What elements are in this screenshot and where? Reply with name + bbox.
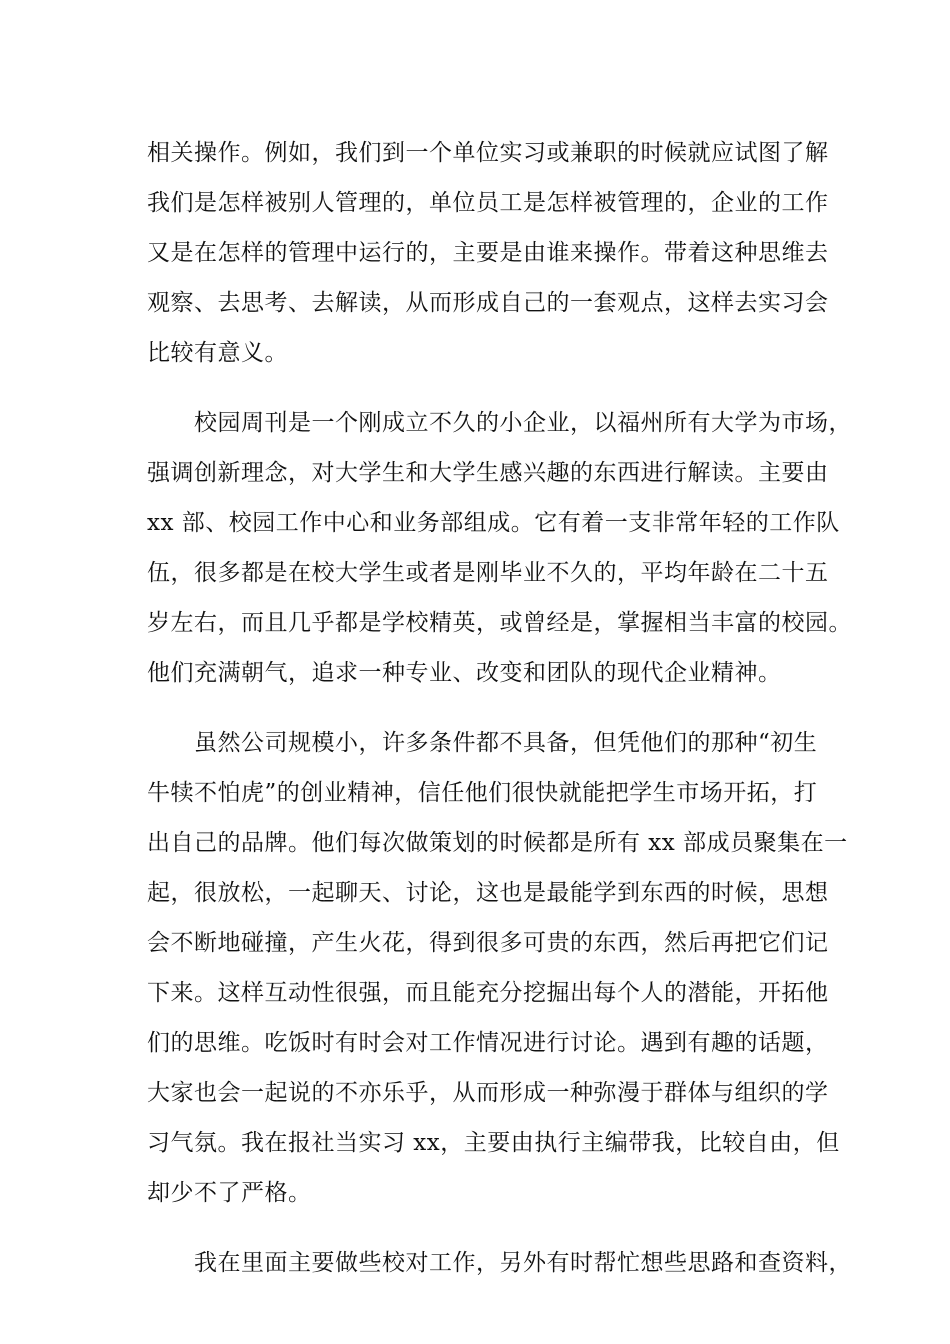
- text-line: 我们是怎样被别人管理的，单位员工是怎样被管理的，企业的工作: [147, 190, 829, 216]
- text-line: 比较有意义。: [147, 340, 288, 366]
- paragraph-4: [147, 1238, 852, 1288]
- text-line: 他们充满朝气，追求一种专业、改变和团队的现代企业精神。: [147, 660, 782, 686]
- text-line: 我在里面主要做些校对工作，另外有时帮忙想些思路和查资料，: [147, 1250, 852, 1276]
- text-line: 起，很放松，一起聊天、讨论，这也是最能学到东西的时候，思想: [147, 880, 829, 906]
- text-line: 大家也会一起说的不亦乐乎，从而形成一种弥漫于群体与组织的学: [147, 1080, 829, 1106]
- text-line: 岁左右，而且几乎都是学校精英，或曾经是，掌握相当丰富的校园。: [147, 610, 852, 636]
- text-line: xx 部、校园工作中心和业务部组成。它有着一支非常年轻的工作队: [147, 510, 840, 536]
- text-line: 观察、去思考、去解读，从而形成自己的一套观点，这样去实习会: [147, 290, 829, 316]
- paragraph-spacer: [147, 698, 847, 718]
- body-text: [147, 128, 852, 1288]
- text-line: 牛犊不怕虎”的创业精神，信任他们很快就能把学生市场开拓，打: [147, 780, 818, 806]
- text-line: 下来。这样互动性很强，而且能充分挖掘出每个人的潜能，开拓他: [147, 980, 829, 1006]
- text-line: 们的思维。吃饭时有时会对工作情况进行讨论。遇到有趣的话题，: [147, 1030, 829, 1056]
- paragraph-spacer: [147, 1218, 847, 1238]
- text-line: 伍，很多都是在校大学生或者是刚毕业不久的，平均年龄在二十五: [147, 560, 829, 586]
- text-line: 会不断地碰撞，产生火花，得到很多可贵的东西，然后再把它们记: [147, 930, 829, 956]
- text-line: 相关操作。例如，我们到一个单位实习或兼职的时候就应试图了解: [147, 140, 829, 166]
- text-line: 习气氛。我在报社当实习 xx，主要由执行主编带我，比较自由，但: [147, 1130, 840, 1156]
- paragraph-3: [147, 718, 847, 1218]
- paragraph-1: [147, 128, 847, 378]
- paragraph-spacer: [147, 378, 847, 398]
- paragraph-2: [147, 398, 852, 698]
- text-line: 却少不了严格。: [147, 1180, 312, 1206]
- text-line: 又是在怎样的管理中运行的，主要是由谁来操作。带着这种思维去: [147, 240, 829, 266]
- text-line: 出自己的品牌。他们每次做策划的时候都是所有 xx 部成员聚集在一: [147, 830, 848, 856]
- text-line: 强调创新理念，对大学生和大学生感兴趣的东西进行解读。主要由: [147, 460, 829, 486]
- text-line: 虽然公司规模小，许多条件都不具备，但凭他们的那种“初生: [147, 730, 818, 756]
- text-line: 校园周刊是一个刚成立不久的小企业，以福州所有大学为市场，: [147, 410, 852, 436]
